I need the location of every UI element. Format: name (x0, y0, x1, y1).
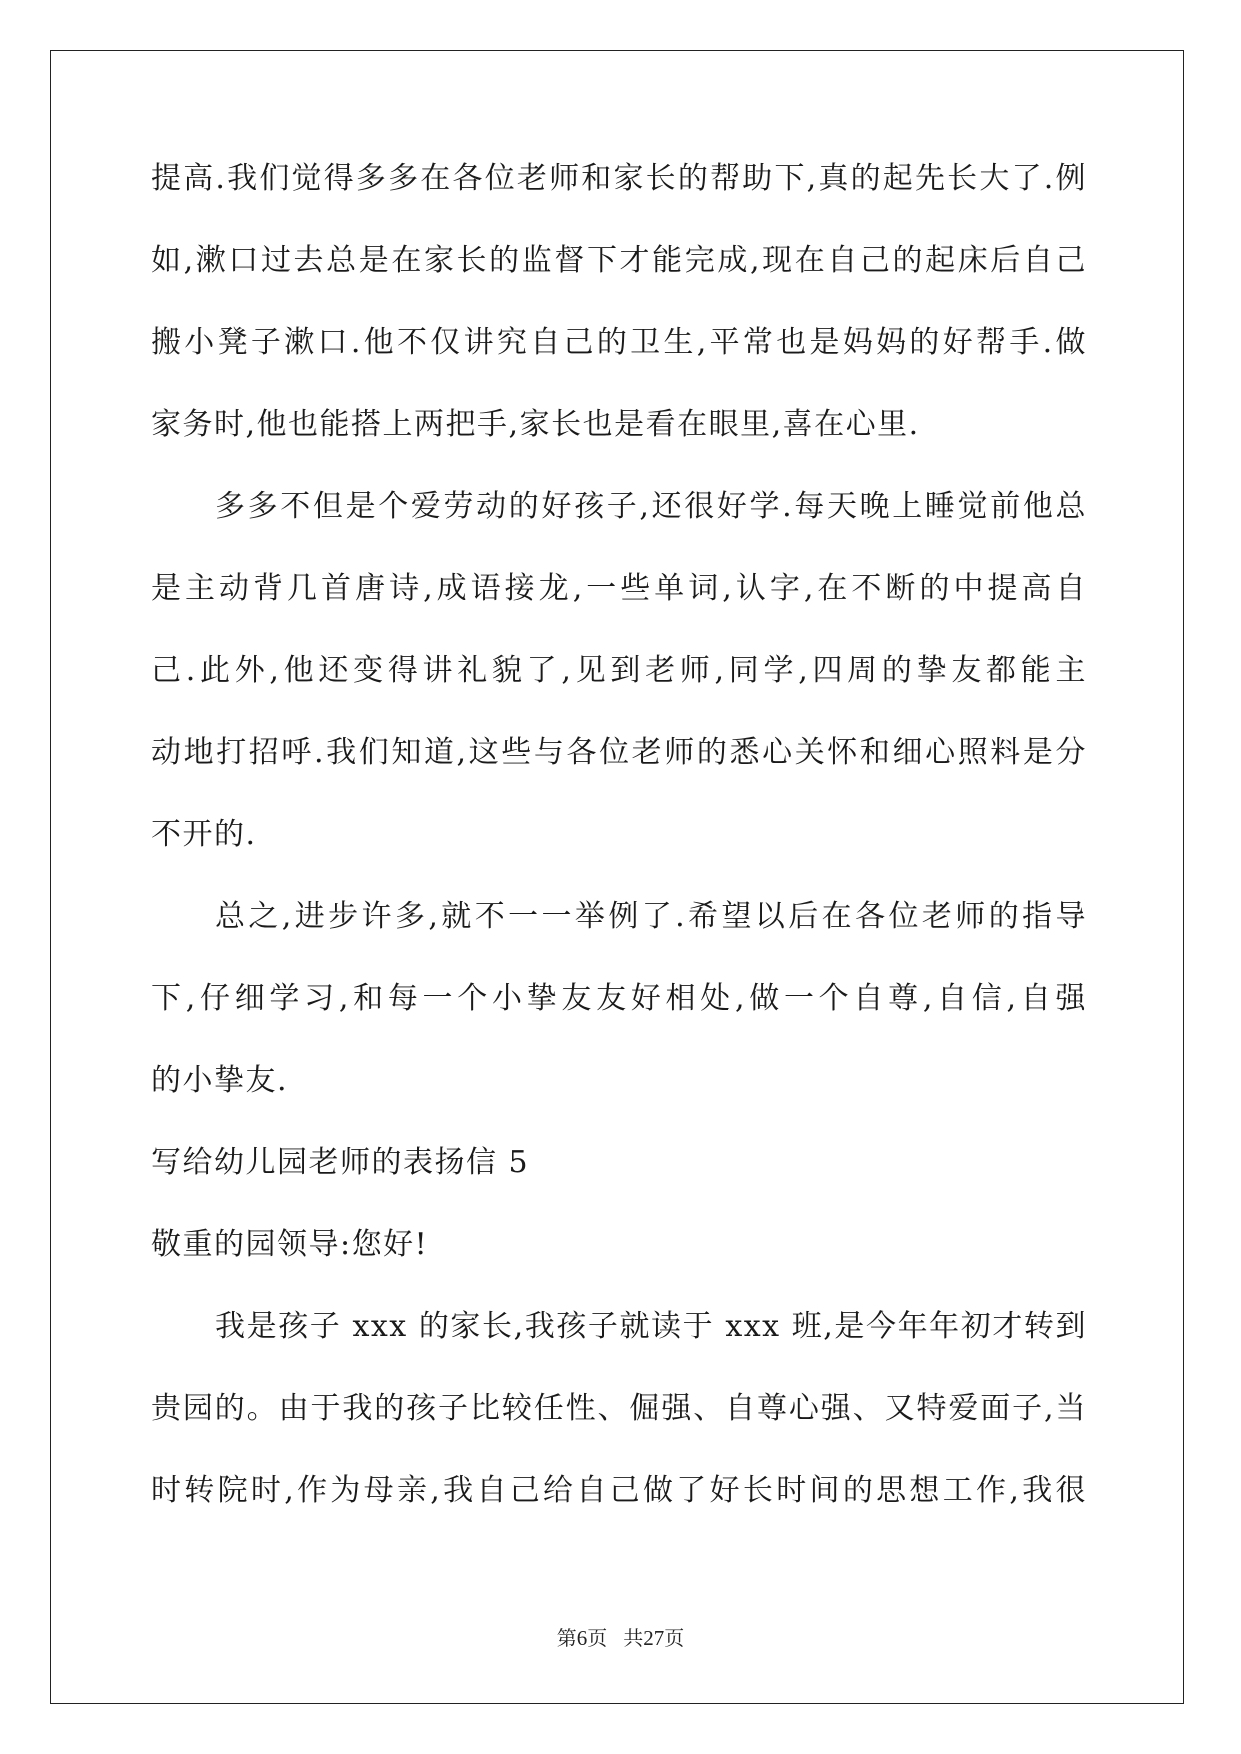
paragraph-first-line: 总之,进步许多,就不一一举例了.希望以后在各位老师的指导 (215, 899, 1087, 934)
body-line: 贵园的。由于我的孩子比较任性、倔强、自尊心强、又特爱面子,当 (151, 1391, 1087, 1426)
body-line: 家务时,他也能搭上两把手,家长也是看在眼里,喜在心里. (151, 407, 920, 442)
salutation: 敬重的园领导:您好! (151, 1227, 429, 1262)
total-pages: 27 (643, 1626, 665, 1650)
total-label-prefix: 共 (623, 1626, 644, 1650)
body-line: 下,仔细学习,和每一个小挚友友好相处,做一个自尊,自信,自强 (151, 981, 1087, 1016)
body-line: 己.此外,他还变得讲礼貌了,见到老师,同学,四周的挚友都能主 (151, 653, 1087, 688)
paragraph-first-line: 我是孩子 xxx 的家长,我孩子就读于 xxx 班,是今年年初才转到 (215, 1309, 1087, 1344)
body-line: 搬小凳子漱口.他不仅讲究自己的卫生,平常也是妈妈的好帮手.做 (151, 325, 1087, 360)
total-label-suffix: 页 (664, 1626, 685, 1650)
body-line: 时转院时,作为母亲,我自己给自己做了好长时间的思想工作,我很 (151, 1473, 1087, 1508)
page-footer (0, 1626, 1241, 1650)
body-line: 提高.我们觉得多多在各位老师和家长的帮助下,真的起先长大了.例 (151, 161, 1087, 196)
page-number: 6 (576, 1626, 588, 1650)
body-line: 动地打招呼.我们知道,这些与各位老师的悉心关怀和细心照料是分 (151, 735, 1087, 770)
section-heading: 写给幼儿园老师的表扬信 5 (151, 1145, 530, 1180)
body-line: 的小挚友. (151, 1063, 289, 1098)
page-label-prefix: 第 (556, 1626, 577, 1650)
body-line: 是主动背几首唐诗,成语接龙,一些单词,认字,在不断的中提高自 (151, 571, 1087, 606)
document-body (151, 160, 1087, 1554)
page-label-suffix: 页 (587, 1626, 608, 1650)
body-line: 如,漱口过去总是在家长的监督下才能完成,现在自己的起床后自己 (151, 243, 1087, 278)
paragraph-first-line: 多多不但是个爱劳动的好孩子,还很好学.每天晚上睡觉前他总 (215, 489, 1087, 524)
body-line: 不开的. (151, 817, 257, 852)
